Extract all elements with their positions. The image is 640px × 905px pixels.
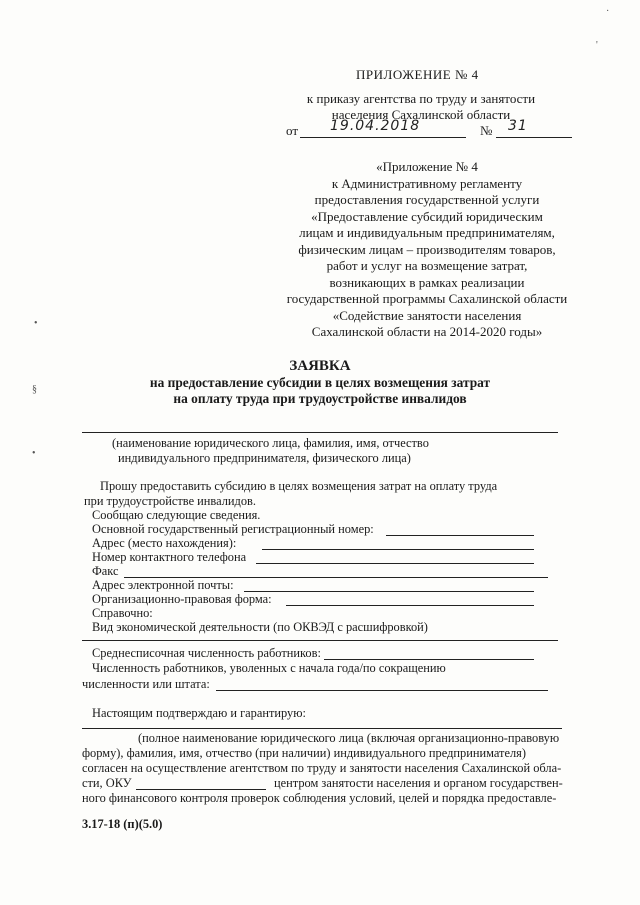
document-heading: ЗАЯВКА [289,358,351,374]
regulation-line: «Предоставление субсидий юридическим [311,208,543,224]
regulation-line: к Административному регламенту [331,175,523,191]
field-legal-form-label: Организационно-правовая форма: [92,592,272,606]
number-label: № [480,123,493,138]
order-line-2: населения Сахалинской области [331,107,511,122]
appendix-title: ПРИЛОЖЕНИЕ № 4 [356,67,479,82]
regulation-block [262,159,592,341]
scan-speck: · [606,6,610,17]
field-address-line [262,549,534,550]
field-ogrn-line [386,535,534,536]
field-address-label: Адрес (место нахождения): [92,536,237,550]
regulation-line: работ и услуг на возмещение затрат, [326,258,528,273]
applicant-name-line [82,432,558,433]
number-handwritten: 31 [508,118,528,134]
regulation-line: лицам и индивидуальным предпринимателям, [299,225,555,240]
field-email-label: Адрес электронной почты: [92,578,234,592]
title-line-2: на оплату труда при трудоустройстве инвалидов [173,391,467,406]
date-handwritten: 19.04.2018 [330,118,421,134]
consent-line-4b: центром занятости населения и органом государствен- [274,776,563,790]
field-legal-form-line [286,605,534,606]
regulation-line: «Содействие занятости населения [332,307,522,323]
consent-line-4a: сти, ОКУ [82,776,132,790]
avg-staff-line [324,659,534,660]
request-line-1: Прошу предоставить субсидию в целях возмещения затрат на оплату труда [100,479,498,493]
scan-speck: • [34,318,38,329]
number-underline [496,137,572,138]
field-phone-label: Номер контактного телефона [92,550,247,564]
regulation-line: государственной программы Сахалинской области [286,291,568,306]
scan-speck: ' [596,40,598,51]
regulation-line: физическим лицам – производителям товаров, [298,241,556,257]
dismissed-line [216,690,548,691]
regulation-line: возникающих в рамках реализации [329,274,525,290]
reference-label: Справочно: [92,606,153,620]
request-line-2: при трудоустройстве инвалидов. [84,494,256,508]
applicant-caption-1: (наименование юридического лица, фамилия, имя, отчество [112,436,429,450]
consent-name-line [82,728,562,729]
from-label: от [286,123,299,138]
field-phone-line [256,563,534,564]
consent-line-1: (полное наименование юридического лица (включая организационно-правовую [138,731,560,745]
regulation-line: «Приложение № 4 [376,159,478,174]
confirm-text: Настоящим подтверждаю и гарантирую: [92,706,306,720]
regulation-line: предоставления государственной услуги [314,192,540,207]
field-ogrn-label: Основной государственный регистрационный номер: [92,522,374,536]
dismissed-line-2: численности или штата: [82,677,210,691]
oku-name-line [136,789,266,790]
applicant-caption-2: индивидуального предпринимателя, физического лица) [118,451,411,465]
field-okved-line [82,640,558,641]
info-intro: Сообщаю следующие сведения. [92,508,261,522]
consent-line-5: ного финансового контроля проверок соблюдения условий, целей и порядка предоставле- [82,791,557,805]
dismissed-line-1: Численность работников, уволенных с начала года/по сокращению [92,661,446,675]
date-underline [300,137,466,138]
scan-speck: § [32,384,37,395]
scan-speck: • [32,448,36,459]
form-code: 3.17-18 (п)(5.0) [82,817,163,831]
avg-staff-label: Среднесписочная численность работников: [92,646,321,660]
field-email-line [244,591,534,592]
order-line-1: к приказу агентства по труду и занятости [306,91,536,106]
field-fax-label: Факс [92,564,119,578]
title-line-1: на предоставление субсидии в целях возмещения затрат [149,375,491,390]
consent-line-2: форму), фамилия, имя, отчество (при наличии) индивидуального предпринимателя) [82,746,526,760]
field-okved-label: Вид экономической деятельности (по ОКВЭД с расшифровкой) [92,620,428,634]
consent-line-3: согласен на осуществление агентством по труду и занятости населения Сахалинской обла- [82,761,562,775]
regulation-line: Сахалинской области на 2014-2020 годы» [311,324,543,339]
